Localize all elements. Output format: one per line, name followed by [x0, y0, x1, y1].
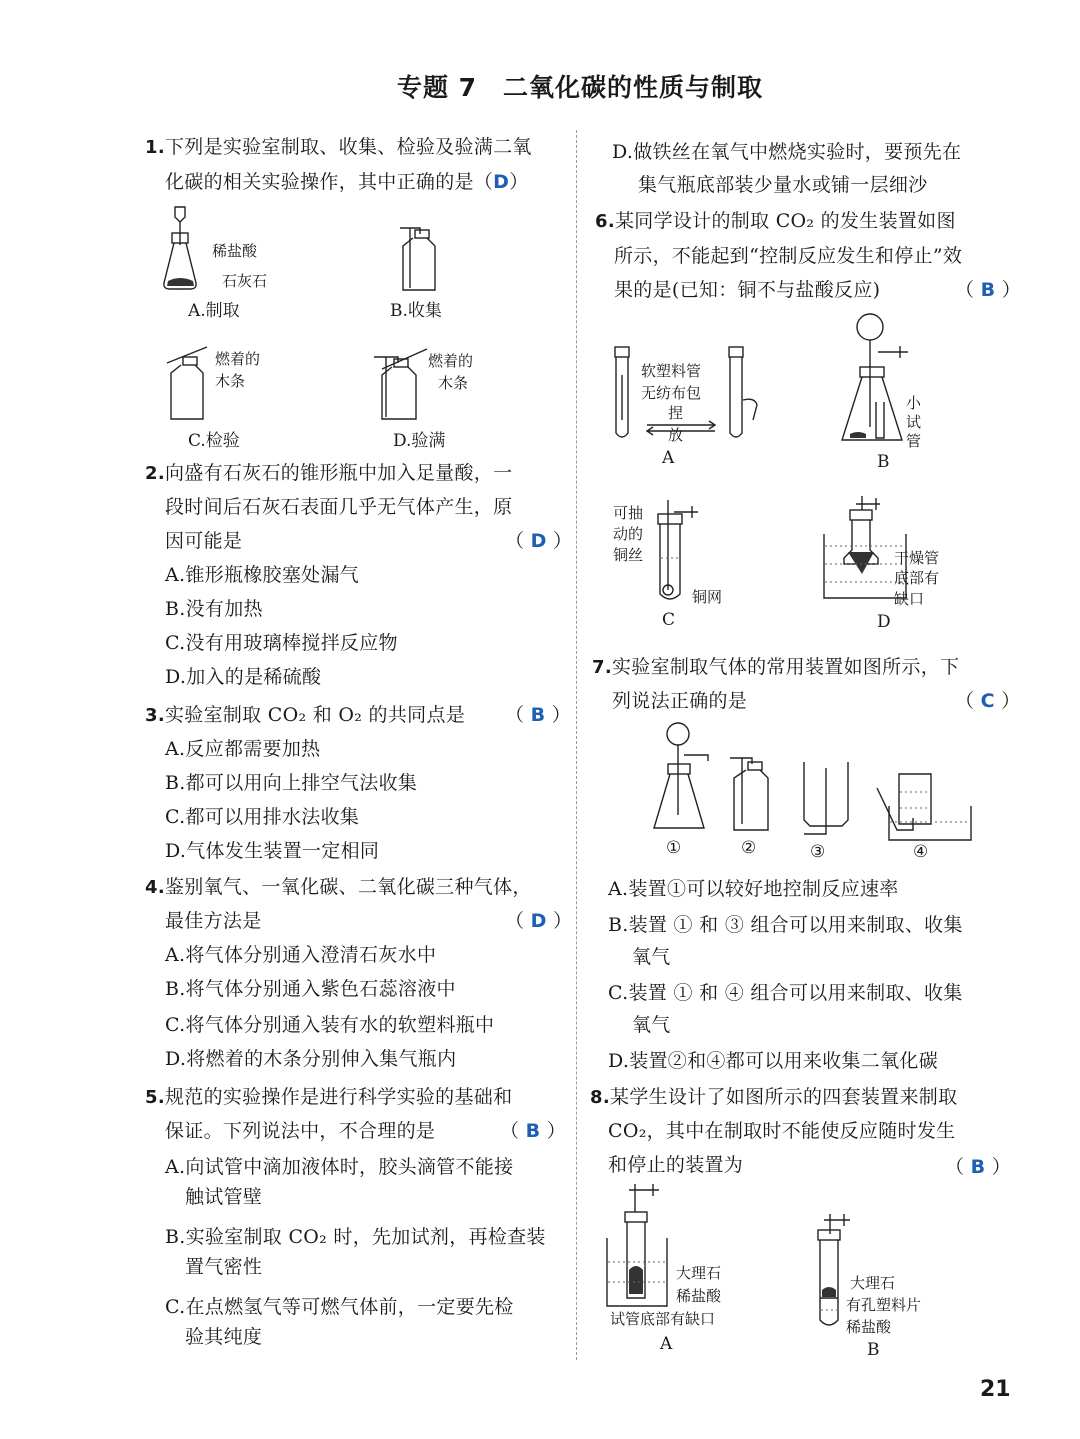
q7-number: 7.	[592, 657, 612, 678]
q5-option-d-cont: 集气瓶底部装少量水或铺一层细沙	[638, 174, 928, 196]
q3-answer: B	[530, 704, 546, 726]
page-title: 专题 7 二氧化碳的性质与制取	[396, 73, 764, 102]
q7-answer: C	[980, 690, 995, 712]
q8-label-marble-b: 大理石	[850, 1274, 896, 1292]
q3-option-b: B.都可以用向上排空气法收集	[165, 772, 418, 794]
q8-label-acid-a: 稀盐酸	[676, 1287, 722, 1305]
q7-figure-3-inverted-bottle	[800, 758, 850, 838]
q6-label-copper3: 铜丝	[613, 546, 644, 564]
q6-caption-b: B	[877, 452, 890, 472]
q1-label-stick1: 燃着的	[215, 350, 261, 368]
q1-caption-b: B.收集	[390, 301, 442, 321]
q2-option-a: A.锥形瓶橡胶塞处漏气	[165, 564, 360, 586]
q7-text1: 实验室制取气体的常用装置如图所示，下	[611, 656, 960, 678]
q6-label-copper2: 动的	[613, 525, 644, 543]
q6-label-pinch: 捏	[668, 404, 684, 422]
q8-label-marble-a: 大理石	[676, 1264, 722, 1282]
q5-line2: 保证。下列说法中，不合理的是	[165, 1120, 436, 1142]
q2-option-c: C.没有用玻璃棒搅拌反应物	[165, 632, 398, 654]
q6-label-soft: 软塑料管	[641, 362, 702, 380]
q6-caption-d: D	[877, 612, 891, 632]
q5-option-a-cont: 触试管壁	[185, 1186, 263, 1208]
q1-bracket: ）	[509, 171, 529, 193]
q6-label-dry2: 底部有	[894, 569, 940, 587]
q5-answer-box: （ B ）	[500, 1120, 567, 1142]
q2-answer: D	[530, 530, 547, 552]
q2-line1	[145, 456, 512, 491]
q1-text2: 化碳的相关实验操作，其中正确的是（	[165, 171, 494, 193]
q6-label-small1: 小	[906, 394, 922, 412]
q2-option-d: D.加入的是稀硫酸	[165, 666, 322, 688]
q6-label-small2: 试	[906, 413, 922, 431]
q1-label-acid: 稀盐酸	[212, 242, 258, 260]
q5-answer: B	[525, 1120, 541, 1142]
q6-label-release: 放	[668, 426, 684, 444]
q4-line2: 最佳方法是	[165, 910, 262, 932]
q8-line2: CO₂，其中在制取时不能使反应随时发生	[608, 1120, 956, 1142]
q1-caption-d: D.验满	[393, 431, 446, 451]
q8-caption-a: A	[660, 1334, 673, 1354]
q6-label-cloth: 无纺布包	[641, 384, 702, 402]
q7-caption-4: ④	[913, 842, 929, 862]
q8-label-plate: 有孔塑料片	[846, 1296, 922, 1314]
q6-number: 6.	[595, 211, 615, 232]
q4-line1	[145, 870, 532, 905]
q4-answer-box: （ D ）	[505, 910, 573, 932]
q5-number: 5.	[145, 1087, 165, 1108]
q7-caption-2: ②	[741, 838, 757, 858]
q3-option-c: C.都可以用排水法收集	[165, 806, 360, 828]
q3-option-d: D.气体发生装置一定相同	[165, 840, 380, 862]
q7-figure-1-flask-funnel	[652, 720, 712, 835]
q1-caption-a: A.制取	[188, 301, 240, 321]
q2-line2: 段时间后石灰石表面几乎无气体产生，原	[165, 496, 513, 518]
q7-option-b: B.装置 ① 和 ③ 组合可以用来制取、收集	[608, 914, 963, 936]
q6-text1: 某同学设计的制取 CO₂ 的发生装置如图	[614, 210, 956, 232]
q1-label-limestone: 石灰石	[222, 272, 268, 290]
q8-line3: 和停止的装置为	[608, 1154, 744, 1176]
q1-figure-a-flask	[160, 205, 220, 295]
q6-caption-c: C	[662, 610, 676, 630]
q1-label-stick1b: 木条	[215, 372, 246, 390]
q7-caption-3: ③	[810, 842, 826, 862]
q5-option-c: C.在点燃氢气等可燃气体前，一定要先检	[165, 1296, 514, 1318]
q6-label-dry3: 缺口	[894, 590, 925, 608]
q4-option-c: C.将气体分别通入装有水的软塑料瓶中	[165, 1014, 495, 1036]
q3-number: 3.	[145, 705, 165, 726]
q2-option-b: B.没有加热	[165, 598, 263, 620]
q5-option-b-cont: 置气密性	[185, 1256, 263, 1278]
q5-option-a: A.向试管中滴加液体时，胶头滴管不能接	[165, 1156, 514, 1178]
q1-figure-b-gas-bottle	[395, 220, 445, 300]
page-number: 21	[980, 1377, 1011, 1402]
q2-number: 2.	[145, 463, 165, 484]
q8-figure-a-beaker-tube	[605, 1182, 685, 1312]
column-divider	[576, 130, 577, 1360]
q5-line1	[145, 1080, 512, 1115]
q6-line2: 所示，不能起到“控制反应发生和停止”效	[614, 245, 963, 267]
q7-figure-4-water-collection	[875, 772, 975, 844]
q8-line1	[590, 1080, 957, 1115]
q3-answer-box: （ B ）	[505, 704, 572, 726]
q3-line1	[145, 698, 465, 733]
q7-option-d: D.装置②和④都可以用来收集二氧化碳	[608, 1050, 938, 1072]
q5-option-b: B.实验室制取 CO₂ 时，先加试剂，再检查装	[165, 1226, 546, 1248]
q4-option-d: D.将燃着的木条分别伸入集气瓶内	[165, 1048, 457, 1070]
q7-option-c: C.装置 ① 和 ④ 组合可以用来制取、收集	[608, 982, 963, 1004]
q6-label-dry1: 干燥管	[894, 549, 940, 567]
q6-label-copper1: 可抽	[613, 504, 644, 522]
q1-text1: 下列是实验室制取、收集、检验及验满二氧	[164, 136, 532, 158]
q6-answer: B	[980, 279, 996, 301]
q7-option-c-cont: 氧气	[632, 1014, 671, 1036]
q7-option-a: A.装置①可以较好地控制反应速率	[608, 878, 899, 900]
q8-text1: 某学生设计了如图所示的四套装置来制取	[609, 1086, 958, 1108]
q7-answer-box: （ C ）	[955, 690, 1021, 712]
q5-text1: 规范的实验操作是进行科学实验的基础和	[164, 1086, 513, 1108]
q1-label-stick2b: 木条	[438, 374, 469, 392]
q7-option-b-cont: 氧气	[632, 946, 671, 968]
q6-line3: 果的是(已知：铜不与盐酸反应)	[614, 279, 881, 301]
q8-answer: B	[970, 1156, 986, 1178]
q8-answer-box: （ B ）	[945, 1156, 1012, 1178]
q3-text1: 实验室制取 CO₂ 和 O₂ 的共同点是	[164, 704, 466, 726]
q7-line2: 列说法正确的是	[612, 690, 748, 712]
q3-option-a: A.反应都需要加热	[165, 738, 321, 760]
q2-answer-box: （ D ）	[505, 530, 573, 552]
q8-caption-b: B	[867, 1340, 880, 1360]
q6-label-mesh: 铜网	[692, 588, 723, 606]
q1-caption-c: C.检验	[188, 431, 240, 451]
q6-answer-box: （ B ）	[955, 279, 1022, 301]
q8-label-hole: 试管底部有缺口	[610, 1310, 716, 1328]
q1-number: 1.	[145, 137, 165, 158]
q2-text1: 向盛有石灰石的锥形瓶中加入足量酸，一	[164, 462, 513, 484]
q7-figure-2-gas-bottle	[728, 750, 778, 835]
q6-caption-a: A	[662, 448, 675, 468]
q5-option-d: D.做铁丝在氧气中燃烧实验时，要预先在	[612, 141, 962, 163]
q6-line1	[595, 204, 956, 239]
q4-number: 4.	[145, 877, 165, 898]
q8-label-acid-b: 稀盐酸	[846, 1318, 892, 1336]
q1-answer: D	[493, 171, 510, 193]
q1-line2	[165, 165, 529, 199]
q5-option-c-cont: 验其纯度	[185, 1326, 263, 1348]
q4-option-b: B.将气体分别通入紫色石蕊溶液中	[165, 978, 456, 1000]
q4-answer: D	[530, 910, 547, 932]
q7-caption-1: ①	[666, 838, 682, 858]
q7-line1	[592, 650, 959, 685]
q1-line1	[145, 130, 532, 165]
q2-line3: 因可能是	[165, 530, 243, 552]
q6-label-small3: 管	[906, 432, 922, 450]
q4-option-a: A.将气体分别通入澄清石灰水中	[165, 944, 437, 966]
q8-number: 8.	[590, 1087, 610, 1108]
q1-label-stick2: 燃着的	[428, 352, 474, 370]
q4-text1: 鉴别氧气、一氧化碳、二氧化碳三种气体，	[164, 876, 532, 898]
